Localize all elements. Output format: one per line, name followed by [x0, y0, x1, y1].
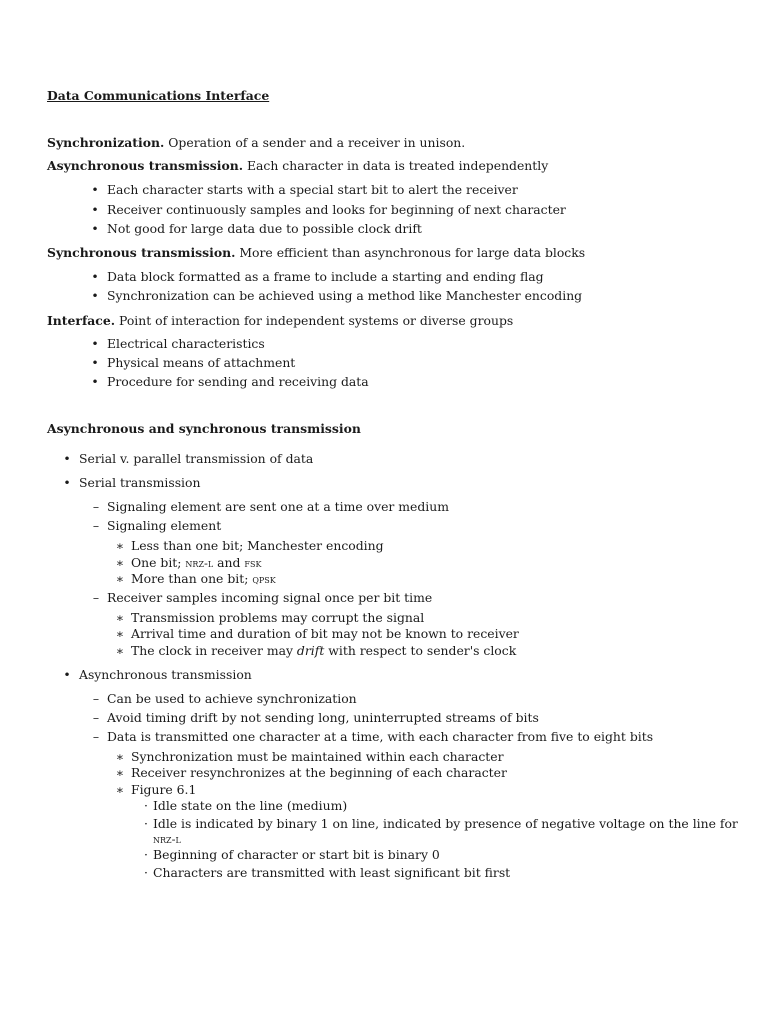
definition-synchronization	[47, 135, 465, 151]
bullet-marker: •	[63, 451, 71, 466]
emphasis: drift	[296, 643, 325, 658]
asterisk-marker: ∗	[115, 643, 125, 658]
text-run: The clock in receiver may	[131, 643, 293, 658]
list-item: Characters are transmitted with least significant bit first	[153, 865, 511, 880]
asterisk-marker: ∗	[115, 782, 125, 797]
text-run: More than one bit;	[131, 571, 249, 586]
list-item: Avoid timing drift by not sending long, uninterrupted streams of bits	[107, 710, 539, 725]
list-item: Not good for large data due to possible clock drift	[107, 221, 422, 236]
list-item: Receiver continuously samples and looks for beginning of next character	[107, 202, 566, 217]
dash-marker: –	[92, 729, 100, 744]
list-item: Electrical characteristics	[107, 336, 265, 351]
acronym: nrz-l	[185, 556, 214, 570]
document-title: Data Communications Interface	[47, 88, 270, 103]
definition-text: Operation of a sender and a receiver in unison.	[168, 135, 466, 150]
list-item: Serial transmission	[79, 475, 201, 490]
dash-marker: –	[92, 710, 100, 725]
bullet-marker: •	[91, 355, 99, 370]
list-item: Figure 6.1	[131, 782, 197, 797]
list-item: Less than one bit; Manchester encoding	[131, 538, 384, 553]
list-item: Procedure for sending and receiving data	[107, 374, 369, 389]
dash-marker: –	[92, 590, 100, 605]
definition-text: More efficient than asynchronous for large data blocks	[239, 245, 586, 260]
definition-text: Point of interaction for independent systems or diverse groups	[119, 313, 514, 328]
list-item: Beginning of character or start bit is binary 0	[153, 847, 440, 862]
asterisk-marker: ∗	[115, 538, 125, 553]
list-item: Synchronization must be maintained within each character	[131, 749, 504, 764]
asterisk-marker: ∗	[115, 571, 125, 586]
acronym: qpsk	[252, 572, 276, 586]
bullet-marker: •	[91, 374, 99, 389]
list-item	[131, 643, 516, 659]
acronym: fsk	[244, 556, 262, 570]
asterisk-marker: ∗	[115, 749, 125, 764]
list-item: Arrival time and duration of bit may not be known to receiver	[131, 626, 519, 641]
dot-marker: ·	[144, 847, 148, 862]
list-item: Serial v. parallel transmission of data	[79, 451, 314, 466]
text-run: with respect to sender's clock	[328, 643, 517, 658]
definition-asynchronous	[47, 158, 548, 174]
section-heading: Asynchronous and synchronous transmission	[47, 421, 361, 436]
dash-marker: –	[92, 691, 100, 706]
bullet-marker: •	[63, 475, 71, 490]
list-item: Signaling element	[107, 518, 222, 533]
list-item: Can be used to achieve synchronization	[107, 691, 357, 706]
list-item: Each character starts with a special start bit to alert the receiver	[107, 182, 518, 197]
bullet-marker: •	[91, 221, 99, 236]
asterisk-marker: ∗	[115, 555, 125, 570]
list-item: Receiver resynchronizes at the beginning of each character	[131, 765, 507, 780]
definition-term: Synchronization.	[47, 135, 165, 150]
list-item-continuation: nrz-l	[153, 832, 181, 846]
list-item	[131, 571, 276, 587]
list-item: Idle is indicated by binary 1 on line, indicated by presence of negative voltage on the line for	[153, 816, 738, 831]
bullet-marker: •	[91, 336, 99, 351]
dot-marker: ·	[144, 816, 148, 831]
dash-marker: –	[92, 518, 100, 533]
list-item: Data is transmitted one character at a time, with each character from five to eight bits	[107, 729, 654, 744]
list-item	[131, 555, 261, 571]
list-item: Transmission problems may corrupt the signal	[131, 610, 425, 625]
bullet-marker: •	[91, 182, 99, 197]
text-run: and	[217, 555, 241, 570]
bullet-marker: •	[91, 269, 99, 284]
definition-synchronous	[47, 245, 585, 261]
definition-term: Interface.	[47, 313, 116, 328]
asterisk-marker: ∗	[115, 610, 125, 625]
dot-marker: ·	[144, 798, 148, 813]
list-item: Signaling element are sent one at a time over medium	[107, 499, 449, 514]
bullet-marker: •	[91, 202, 99, 217]
definition-term: Asynchronous transmission.	[47, 158, 244, 173]
list-item: Data block formatted as a frame to include a starting and ending flag	[107, 269, 544, 284]
list-item: Physical means of attachment	[107, 355, 296, 370]
bullet-marker: •	[91, 288, 99, 303]
definition-text: Each character in data is treated independently	[247, 158, 549, 173]
asterisk-marker: ∗	[115, 626, 125, 641]
definition-interface	[47, 313, 513, 329]
definition-term: Synchronous transmission.	[47, 245, 236, 260]
list-item: Idle state on the line (medium)	[153, 798, 348, 813]
asterisk-marker: ∗	[115, 765, 125, 780]
list-item: Synchronization can be achieved using a method like Manchester encoding	[107, 288, 583, 303]
list-item: Asynchronous transmission	[79, 667, 252, 682]
text-run: One bit;	[131, 555, 182, 570]
dash-marker: –	[92, 499, 100, 514]
dot-marker: ·	[144, 865, 148, 880]
bullet-marker: •	[63, 667, 71, 682]
list-item: Receiver samples incoming signal once per bit time	[107, 590, 433, 605]
